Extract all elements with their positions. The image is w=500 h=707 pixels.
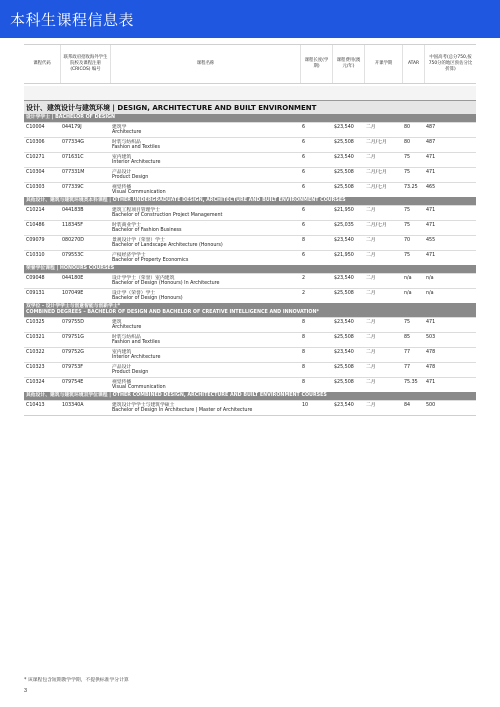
- cricos-code: 077334G: [62, 139, 85, 145]
- course-name: [110, 168, 300, 182]
- course-gaokao: 471: [426, 319, 436, 325]
- table-row: [24, 137, 476, 152]
- table-row: [24, 152, 476, 167]
- course-fee: $25,508: [334, 364, 354, 370]
- course-fee: $21,950: [334, 207, 354, 213]
- group-header: 荣誉学位课程 | HONOURS COURSES: [24, 265, 476, 273]
- course-name-en: Product Design: [112, 370, 149, 376]
- course-name-en: Bachelor of Landscape Architecture (Honours): [112, 243, 223, 249]
- course-name-cn: 建筑: [112, 319, 122, 325]
- course-code: C10323: [26, 364, 45, 370]
- course-name: [110, 348, 300, 362]
- table-row: [24, 377, 476, 392]
- section-title: 设计、建筑设计与建筑环境 | DESIGN, ARCHITECTURE AND BUILT ENVIRONMENT: [24, 100, 476, 114]
- group-header: [24, 303, 476, 317]
- course-duration: 10: [302, 402, 309, 408]
- course-atar: n/a: [404, 290, 412, 296]
- course-name: [110, 138, 300, 152]
- group-header: 其他设计、建筑与建筑环境双学位课程 | OTHER COMBINED DESIGN, ARCHITECTURE AND BUILT ENVIRONMENT COURSES: [24, 392, 476, 400]
- table-row: [24, 167, 476, 182]
- cricos-code: 079753F: [62, 364, 84, 370]
- course-code: C10004: [26, 124, 45, 130]
- column-header-gaokao: 中国高考(总分750,按750分的地区预估分比折算): [424, 45, 476, 83]
- cricos-code: 079751G: [62, 334, 85, 340]
- course-name-en: Bachelor of Property Economics: [112, 258, 189, 264]
- table-row: [24, 317, 476, 332]
- cricos-code: 118345F: [62, 222, 84, 228]
- column-header-cricos: 联邦政府招收海外学生院校及课程注册(CRICOS) 编号: [60, 45, 110, 83]
- course-code: C10271: [26, 154, 45, 160]
- table-row: [24, 347, 476, 362]
- group-header-label: 双学位 - 设计学学士与创意智能与创新学士*: [26, 303, 121, 309]
- table-row: [24, 220, 476, 235]
- course-gaokao: n/a: [426, 275, 434, 281]
- course-name-en: Bachelor of Design (Honours) In Architecture: [112, 281, 220, 287]
- course-gaokao: 471: [426, 207, 436, 213]
- course-intake: 二月: [366, 252, 376, 258]
- course-gaokao: 455: [426, 237, 436, 243]
- course-code: C10486: [26, 222, 45, 228]
- cricos-code: 107049E: [62, 290, 84, 296]
- course-intake: 二月: [366, 334, 376, 340]
- group-header-label-secondary: COMBINED DEGREES – BACHELOR OF DESIGN AND BACHELOR OF CREATIVE INTELLIGENCE AND INNOVATION*: [26, 309, 319, 315]
- course-name-en: Bachelor of Design In Architecture | Master of Architecture: [112, 408, 253, 414]
- course-duration: 8: [302, 237, 306, 243]
- course-gaokao: n/a: [426, 290, 434, 296]
- course-atar: 80: [404, 124, 411, 130]
- course-name-en: Product Design: [112, 175, 149, 181]
- course-fee: $23,540: [334, 237, 354, 243]
- cricos-code: 103340A: [62, 402, 84, 408]
- course-gaokao: 487: [426, 124, 436, 130]
- table-row: [24, 205, 476, 220]
- course-fee: $25,035: [334, 222, 354, 228]
- course-name: [110, 274, 300, 288]
- cricos-code: 044180E: [62, 275, 84, 281]
- course-code: C10310: [26, 252, 45, 258]
- course-atar: 77: [404, 364, 411, 370]
- course-duration: 6: [302, 222, 306, 228]
- course-duration: 8: [302, 349, 306, 355]
- course-code: C10322: [26, 349, 45, 355]
- course-gaokao: 478: [426, 364, 436, 370]
- course-intake: 二月: [366, 364, 376, 370]
- column-header-duration: 课程长度(学期): [300, 45, 332, 83]
- course-code: C10324: [26, 379, 45, 385]
- course-fee: $25,508: [334, 290, 354, 296]
- cricos-code: 044179J: [62, 124, 82, 130]
- course-name: [110, 206, 300, 220]
- course-fee: $23,540: [334, 275, 354, 281]
- course-name: [110, 318, 300, 332]
- course-gaokao: 471: [426, 169, 436, 175]
- course-duration: 6: [302, 169, 306, 175]
- course-intake: 二月/七月: [366, 139, 387, 145]
- course-name-en: Bachelor of Construction Project Management: [112, 213, 223, 219]
- course-fee: $21,950: [334, 252, 354, 258]
- course-duration: 8: [302, 334, 306, 340]
- course-name: [110, 289, 300, 303]
- course-name-cn: 设计学（荣誉）学士: [112, 290, 156, 296]
- course-duration: 6: [302, 252, 306, 258]
- course-duration: 2: [302, 275, 306, 281]
- course-fee: $23,540: [334, 319, 354, 325]
- page-header: [0, 0, 500, 38]
- column-header-atar: ATAR: [402, 45, 424, 83]
- course-fee: $25,508: [334, 334, 354, 340]
- cricos-code: 079755D: [62, 319, 85, 325]
- course-name-cn: 产品设计: [112, 364, 132, 370]
- course-code: C10214: [26, 207, 45, 213]
- course-intake: 二月: [366, 275, 376, 281]
- table-row: [24, 273, 476, 288]
- course-fee: $25,508: [334, 169, 354, 175]
- course-atar: 73.25: [404, 184, 418, 190]
- header-spacer: [24, 86, 476, 100]
- course-duration: 6: [302, 207, 306, 213]
- column-header-fee: 课程费用(澳元/年): [332, 45, 364, 83]
- course-gaokao: 471: [426, 222, 436, 228]
- cricos-code: 079752G: [62, 349, 85, 355]
- cricos-code: 079553C: [62, 252, 84, 258]
- course-intake: 二月: [366, 124, 376, 130]
- course-name-cn: 视觉传播: [112, 184, 132, 190]
- page-number: 3: [24, 688, 28, 694]
- cricos-code: 077331M: [62, 169, 85, 175]
- course-name: [110, 221, 300, 235]
- course-gaokao: 465: [426, 184, 436, 190]
- course-intake: 二月/七月: [366, 222, 387, 228]
- course-intake: 二月: [366, 319, 376, 325]
- course-name-en: Fashion and Textiles: [112, 340, 160, 346]
- course-name-en: Bachelor of Fashion Business: [112, 228, 182, 234]
- course-code: C10304: [26, 169, 45, 175]
- course-code: C10413: [26, 402, 45, 408]
- course-name-cn: 建筑学: [112, 124, 127, 130]
- course-atar: 75: [404, 169, 411, 175]
- course-atar: n/a: [404, 275, 412, 281]
- course-table: [24, 100, 476, 416]
- course-fee: $25,508: [334, 379, 354, 385]
- course-intake: 二月: [366, 290, 376, 296]
- course-name-en: Visual Communication: [112, 190, 166, 196]
- column-header-code: 课程代码: [33, 61, 51, 67]
- course-name: [110, 251, 300, 265]
- course-atar: 84: [404, 402, 411, 408]
- course-name-cn: 时装与纺织品: [112, 139, 141, 145]
- course-gaokao: 500: [426, 402, 436, 408]
- course-code: C09079: [26, 237, 45, 243]
- course-name: [110, 236, 300, 250]
- course-name-cn: 景观设计学（荣誉）学士: [112, 237, 165, 243]
- course-name-cn: 产品设计: [112, 169, 132, 175]
- course-gaokao: 471: [426, 252, 436, 258]
- course-fee: $23,540: [334, 402, 354, 408]
- course-intake: 二月: [366, 379, 376, 385]
- course-atar: 75: [404, 154, 411, 160]
- course-atar: 75: [404, 222, 411, 228]
- cricos-code: 080270D: [62, 237, 85, 243]
- course-duration: 8: [302, 379, 306, 385]
- course-fee: $25,508: [334, 139, 354, 145]
- course-gaokao: 471: [426, 379, 436, 385]
- table-row: [24, 250, 476, 265]
- course-atar: 75.35: [404, 379, 418, 385]
- footnote: * 该课程包含短期教学学期，不提供标准学分计算: [24, 678, 129, 683]
- course-fee: $23,540: [334, 124, 354, 130]
- group-header: 设计学学士 | BACHELOR OF DESIGN: [24, 114, 476, 122]
- course-duration: 6: [302, 184, 306, 190]
- group-header: 其他设计、建筑与建筑环境类本科课程 | OTHER UNDERGRADUATE DESIGN, ARCHITECTURE AND BUILT ENVIRONMENT COURSES: [24, 197, 476, 205]
- course-duration: 6: [302, 154, 306, 160]
- table-header: [24, 44, 476, 84]
- cricos-code: 079754E: [62, 379, 84, 385]
- course-name-en: Bachelor of Design (Honours): [112, 296, 183, 302]
- course-name: [110, 401, 300, 415]
- course-name-cn: 视觉传播: [112, 379, 132, 385]
- course-code: C10325: [26, 319, 45, 325]
- course-name-en: Architecture: [112, 325, 142, 331]
- course-intake: 二月: [366, 402, 376, 408]
- course-fee: $23,540: [334, 154, 354, 160]
- course-atar: 85: [404, 334, 411, 340]
- course-gaokao: 503: [426, 334, 436, 340]
- cricos-code: 044183B: [62, 207, 84, 213]
- course-name: [110, 123, 300, 137]
- course-atar: 77: [404, 349, 411, 355]
- course-code: C10303: [26, 184, 45, 190]
- course-name-en: Interior Architecture: [112, 160, 161, 166]
- course-atar: 75: [404, 207, 411, 213]
- course-name-en: Visual Communication: [112, 385, 166, 391]
- course-name: [110, 333, 300, 347]
- course-atar: 70: [404, 237, 411, 243]
- course-duration: 6: [302, 124, 306, 130]
- course-name: [110, 153, 300, 167]
- course-fee: $23,540: [334, 349, 354, 355]
- course-name-en: Fashion and Textiles: [112, 145, 160, 151]
- course-intake: 二月: [366, 237, 376, 243]
- table-row: [24, 362, 476, 377]
- course-code: C09131: [26, 290, 45, 296]
- course-name-cn: 时装商业学士: [112, 222, 141, 228]
- course-name-en: Interior Architecture: [112, 355, 161, 361]
- course-intake: 二月: [366, 349, 376, 355]
- course-name-cn: 室内建筑: [112, 154, 132, 160]
- course-intake: 二月: [366, 207, 376, 213]
- course-code: C10306: [26, 139, 45, 145]
- column-header-intake: 开课学期: [364, 45, 402, 83]
- course-atar: 75: [404, 319, 411, 325]
- cricos-code: 071631C: [62, 154, 84, 160]
- course-code: C10321: [26, 334, 45, 340]
- table-row: [24, 182, 476, 197]
- course-name-cn: 时装与纺织品: [112, 334, 141, 340]
- course-duration: 8: [302, 319, 306, 325]
- course-duration: 2: [302, 290, 306, 296]
- course-duration: 6: [302, 139, 306, 145]
- table-row: [24, 122, 476, 137]
- course-atar: 75: [404, 252, 411, 258]
- course-name-cn: 建筑设计学学士与建筑学硕士: [112, 402, 175, 408]
- course-gaokao: 487: [426, 139, 436, 145]
- course-code: C09048: [26, 275, 45, 281]
- course-name-cn: 室内建筑: [112, 349, 132, 355]
- course-name-cn: 建筑工程项目管理学士: [112, 207, 160, 213]
- course-name: [110, 183, 300, 197]
- course-name: [110, 378, 300, 392]
- course-gaokao: 471: [426, 154, 436, 160]
- course-intake: 二月/七月: [366, 169, 387, 175]
- course-duration: 8: [302, 364, 306, 370]
- cricos-code: 077339C: [62, 184, 84, 190]
- page-title: 本科生课程信息表: [10, 11, 135, 29]
- table-row: [24, 288, 476, 303]
- course-atar: 80: [404, 139, 411, 145]
- course-name-cn: 设计学学士（荣誉）室内建筑: [112, 275, 175, 281]
- column-header-course-name: 课程名称: [110, 45, 300, 83]
- course-gaokao: 478: [426, 349, 436, 355]
- course-fee: $25,508: [334, 184, 354, 190]
- table-row: [24, 400, 476, 415]
- course-name: [110, 363, 300, 377]
- course-intake: 二月: [366, 154, 376, 160]
- table-row: [24, 332, 476, 347]
- course-name-cn: 产权经济学学士: [112, 252, 146, 258]
- course-intake: 二月/七月: [366, 184, 387, 190]
- course-name-en: Architecture: [112, 130, 142, 136]
- table-row: [24, 235, 476, 250]
